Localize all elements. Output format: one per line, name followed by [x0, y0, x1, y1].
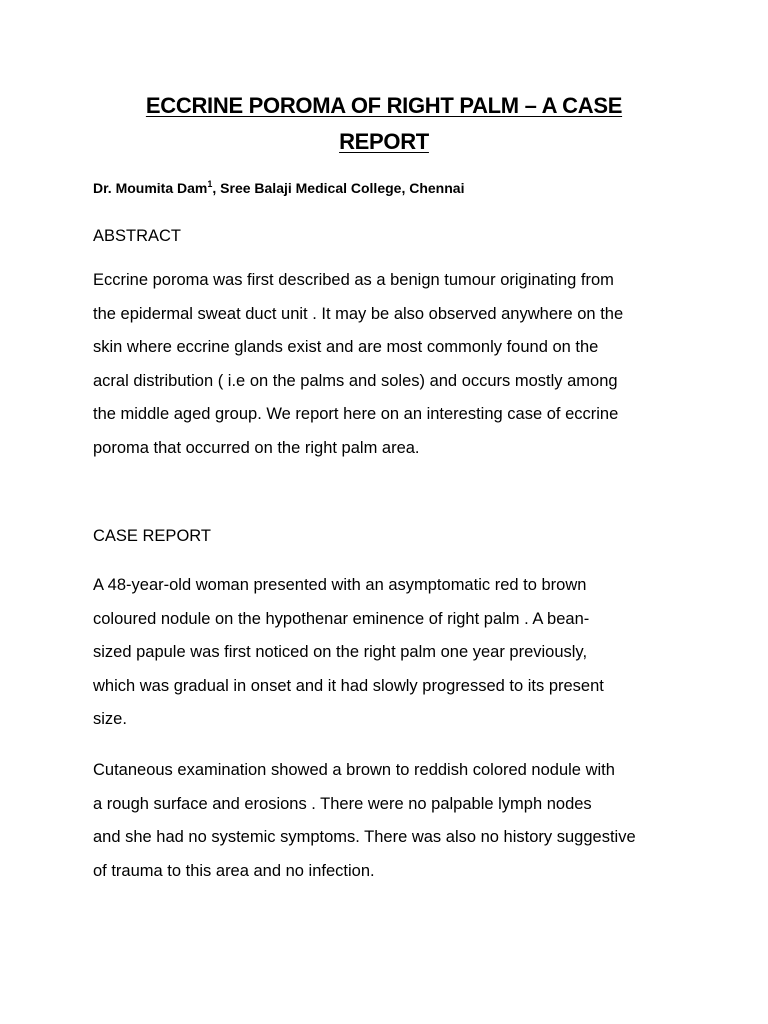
- text-line: sized papule was first noticed on the right palm one year previously,: [93, 643, 588, 662]
- text-line: a rough surface and erosions . There were no palpable lymph nodes: [93, 794, 592, 813]
- affiliation-superscript: 1: [207, 179, 213, 189]
- text-line: Cutaneous examination showed a brown to reddish colored nodule with: [93, 761, 615, 779]
- case-report-paragraph-2: [93, 754, 693, 888]
- case-report-paragraph-1: [93, 569, 693, 737]
- author-affiliation: , Sree Balaji Medical College, Chennai: [212, 180, 465, 196]
- text-line: of trauma to this area and no infection.: [93, 861, 375, 880]
- text-line: poroma that occurred on the right palm area.: [93, 438, 420, 457]
- text-line: Eccrine poroma was first described as a benign tumour originating from: [93, 271, 614, 289]
- text-line: and she had no systemic symptoms. There was also no history suggestive: [93, 828, 636, 847]
- text-line: A 48-year-old woman presented with an asymptomatic red to brown: [93, 576, 587, 594]
- abstract-heading: ABSTRACT: [93, 227, 182, 245]
- author-line: [93, 178, 464, 198]
- text-line: size.: [93, 710, 127, 729]
- text-line: which was gradual in onset and it had slowly progressed to its present: [93, 676, 604, 695]
- document-title: [100, 88, 668, 160]
- title-line-1: ECCRINE POROMA OF RIGHT PALM – A CASE: [145, 93, 623, 118]
- title-line-2: REPORT: [339, 129, 429, 154]
- abstract-paragraph: [93, 264, 693, 466]
- text-line: acral distribution ( i.e on the palms and soles) and occurs mostly among: [93, 371, 618, 390]
- text-line: the epidermal sweat duct unit . It may be also observed anywhere on the: [93, 304, 624, 323]
- text-line: the middle aged group. We report here on an interesting case of eccrine: [93, 405, 619, 424]
- text-line: coloured nodule on the hypothenar eminence of right palm . A bean-: [93, 609, 590, 628]
- case-report-heading: CASE REPORT: [93, 527, 211, 545]
- text-line: skin where eccrine glands exist and are most commonly found on the: [93, 338, 599, 357]
- author-name: Dr. Moumita Dam: [93, 180, 208, 196]
